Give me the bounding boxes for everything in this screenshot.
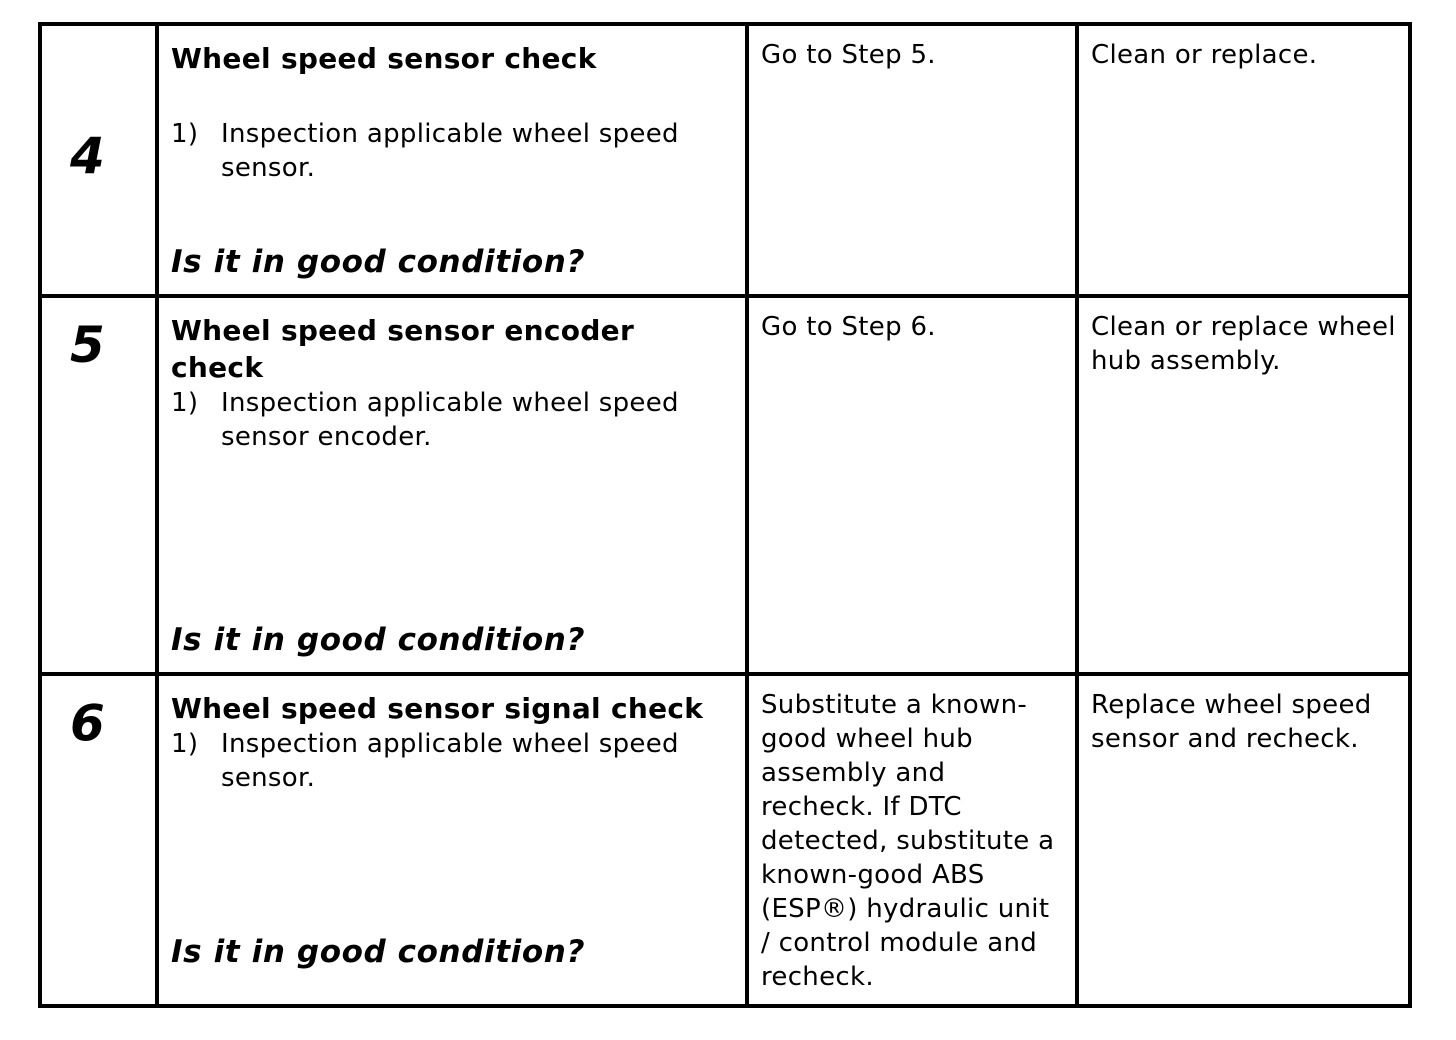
step-title: Wheel speed sensor check [171,42,597,75]
step-item-index: 1) [171,388,199,418]
step-number: 5 [40,296,157,674]
step-item-text: Inspection applicable wheel speed sensor encoder. [221,388,679,452]
step-number: 6 [40,674,157,1006]
troubleshooting-table [38,22,1412,1008]
step-question: Is it in good condition? [171,934,586,970]
table-row [40,24,1410,296]
no-cell: Replace wheel speed sensor and recheck. [1077,674,1410,1006]
step-title: Wheel speed sensor encoder check [171,314,635,384]
yes-cell: Substitute a known-good wheel hub assembly and recheck. If DTC detected, substitute a known-good ABS (ESP®) hydraulic unit / control module and recheck. [747,674,1077,1006]
action-cell [157,674,747,1006]
step-item-text: Inspection applicable wheel speed sensor. [221,119,679,183]
action-cell [157,24,747,296]
step-item [171,386,735,454]
step-question: Is it in good condition? [171,244,586,280]
step-item [171,727,735,795]
step-item-index: 1) [171,119,199,149]
step-item-index: 1) [171,729,199,759]
table-row [40,674,1410,1006]
step-question: Is it in good condition? [171,622,586,658]
yes-cell: Go to Step 5. [747,24,1077,296]
step-title: Wheel speed sensor signal check [171,692,704,725]
step-number: 4 [40,24,157,296]
step-item [171,117,735,185]
step-item-text: Inspection applicable wheel speed sensor. [221,729,679,793]
no-cell: Clean or replace wheel hub assembly. [1077,296,1410,674]
table-row [40,296,1410,674]
yes-cell: Go to Step 6. [747,296,1077,674]
action-cell [157,296,747,674]
no-cell: Clean or replace. [1077,24,1410,296]
